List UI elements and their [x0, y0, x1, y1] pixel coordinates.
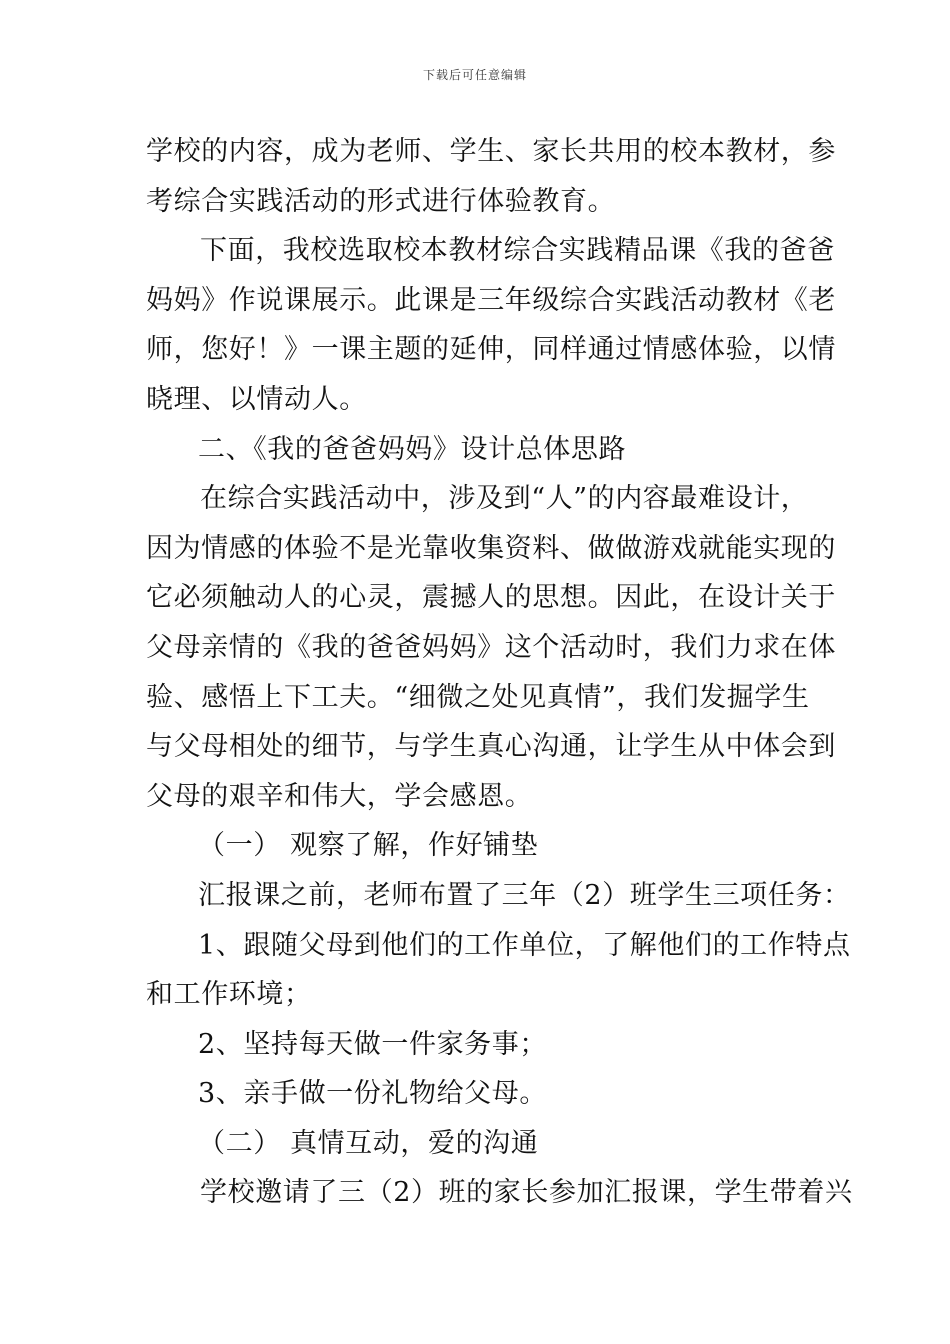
- paragraph-line: 和工作环境；: [146, 979, 312, 1011]
- paragraph-line: 验、感悟上下工夫。“细微之处见真情”，我们发掘学生: [146, 681, 810, 713]
- paragraph-line: 父母的艰辛和伟大，学会感恩。: [146, 780, 533, 812]
- list-item: 2、坚持每天做一件家务事；: [198, 1028, 547, 1060]
- paragraph-line: 妈妈》作说课展示。此课是三年级综合实践活动教材《老: [146, 284, 836, 316]
- paragraph-line: 在综合实践活动中，涉及到“人”的内容最难设计，: [200, 483, 809, 515]
- paragraph-line: 父母亲情的《我的爸爸妈妈》这个活动时，我们力求在体: [146, 631, 836, 663]
- paragraph-line: 学校邀请了三（2）班的家长参加汇报课，学生带着兴: [200, 1177, 853, 1209]
- paragraph-line: 考综合实践活动的形式进行体验教育。: [146, 185, 616, 217]
- page-header: 下载后可任意编辑: [422, 68, 527, 82]
- paragraph-line: 学校的内容，成为老师、学生、家长共用的校本教材，参: [146, 136, 836, 167]
- section-heading: 二、《我的爸爸妈妈》设计总体思路: [198, 433, 627, 465]
- paragraph-line: 下面，我校选取校本教材综合实践精品课《我的爸爸: [200, 235, 835, 267]
- paragraph-line: 与父母相处的细节，与学生真心沟通，让学生从中体会到: [146, 731, 836, 763]
- paragraph-line: 因为情感的体验不是光靠收集资料、做做游戏就能实现的: [146, 532, 836, 564]
- document-body: [146, 127, 853, 1218]
- list-item: 3、亲手做一份礼物给父母。: [198, 1078, 547, 1110]
- paragraph-line: 汇报课之前，老师布置了三年（2）班学生三项任务：: [198, 879, 851, 911]
- subsection-heading: （二） 真情互动，爱的沟通: [198, 1127, 539, 1159]
- paragraph-line: 师，您好！》一课主题的延伸，同样通过情感体验，以情: [146, 334, 836, 366]
- list-item: 1、跟随父母到他们的工作单位，了解他们的工作特点: [198, 929, 851, 961]
- paragraph-line: 它必须触动人的心灵，震撼人的思想。因此，在设计关于: [146, 582, 836, 614]
- paragraph-line: 晓理、以情动人。: [146, 383, 367, 415]
- subsection-heading: （一） 观察了解，作好铺垫: [198, 830, 539, 862]
